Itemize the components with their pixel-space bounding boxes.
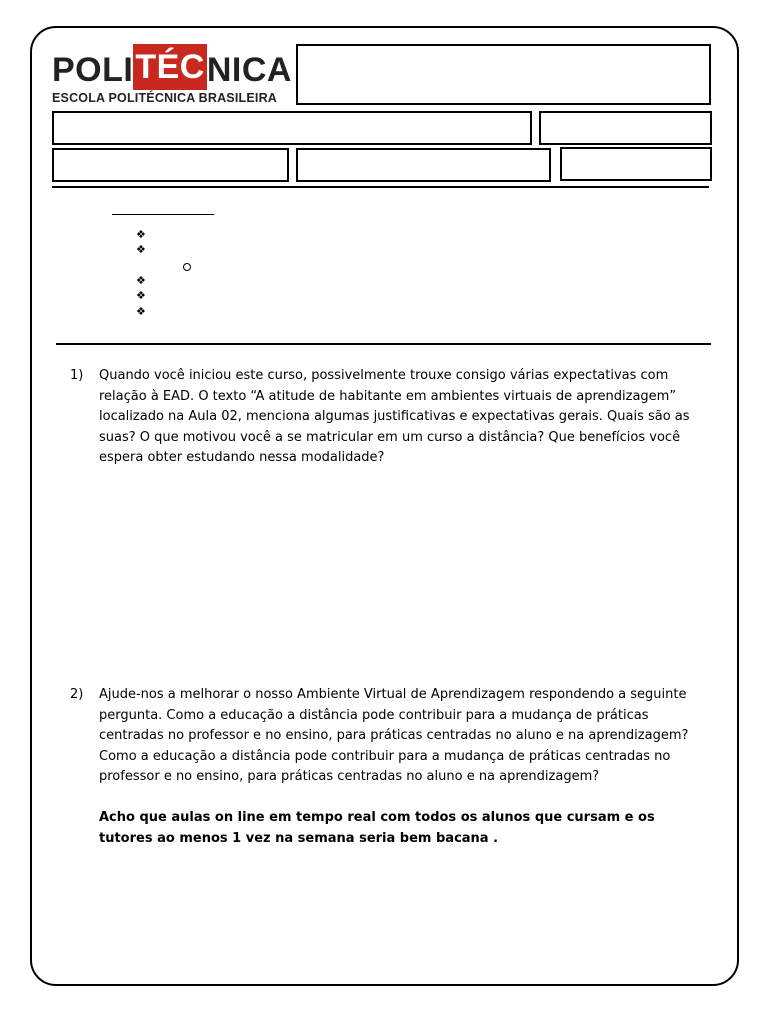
header-field-row2-right[interactable] bbox=[539, 111, 712, 145]
bullet-diamond-5: ❖ bbox=[136, 305, 146, 318]
question-2-answer: Acho que aulas on line em tempo real com todos os alunos que cursam e os tutores ao menos 1 vez na semana seria bem bacana . bbox=[99, 810, 655, 846]
section-divider bbox=[56, 343, 711, 345]
bullet-circle bbox=[183, 263, 191, 271]
header-field-row3-left[interactable] bbox=[52, 148, 289, 182]
bullet-diamond-4: ❖ bbox=[136, 289, 146, 302]
logo-prefix: POLI bbox=[52, 50, 134, 89]
question-2-paragraph-1: Ajude-nos a melhorar o nosso Ambiente Virtual de Aprendizagem respondendo a seguinte pergunta. Como a educação a distância pode contribuir para a mudança de práticas centradas no professor e no ensino, para práticas centradas no aluno e na aprendizagem? bbox=[99, 687, 689, 743]
bullet-diamond-1: ❖ bbox=[136, 228, 146, 241]
logo bbox=[52, 44, 292, 106]
question-1-paragraph: Quando você iniciou este curso, possivelmente trouxe consigo várias expectativas com relação à EAD. O texto “A atitude de habitante em ambientes virtuais de aprendizagem” localizado na Aula 02, menciona algumas justificativas e expectativas gerais. Quais são as suas? O que motivou você a se matricular em um curso a distância? Que benefícios você espera obter estudando nessa modalidade? bbox=[99, 368, 690, 465]
section-underline bbox=[112, 214, 214, 215]
header-field-row2-left[interactable] bbox=[52, 111, 532, 145]
question-1-text bbox=[99, 366, 705, 469]
logo-wordmark bbox=[52, 47, 292, 90]
bullet-diamond-2: ❖ bbox=[136, 243, 146, 256]
logo-subtitle: ESCOLA POLITÉCNICA BRASILEIRA bbox=[52, 91, 278, 105]
logo-highlight: TÉC bbox=[133, 44, 207, 90]
bullet-diamond-3: ❖ bbox=[136, 274, 146, 287]
header-field-top-right[interactable] bbox=[296, 44, 711, 105]
question-2-paragraph-2: Como a educação a distância pode contribuir para a mudança de práticas centradas no professor e no ensino, para práticas centradas no aluno e na aprendizagem? bbox=[99, 748, 671, 784]
header-divider bbox=[52, 186, 709, 188]
header-field-row3-right[interactable] bbox=[560, 147, 712, 181]
question-1-number: 1) bbox=[70, 368, 84, 383]
logo-suffix: NICA bbox=[206, 50, 292, 89]
header-field-row3-middle[interactable] bbox=[296, 148, 551, 182]
question-2-text bbox=[99, 685, 705, 849]
question-2-number: 2) bbox=[70, 687, 84, 702]
